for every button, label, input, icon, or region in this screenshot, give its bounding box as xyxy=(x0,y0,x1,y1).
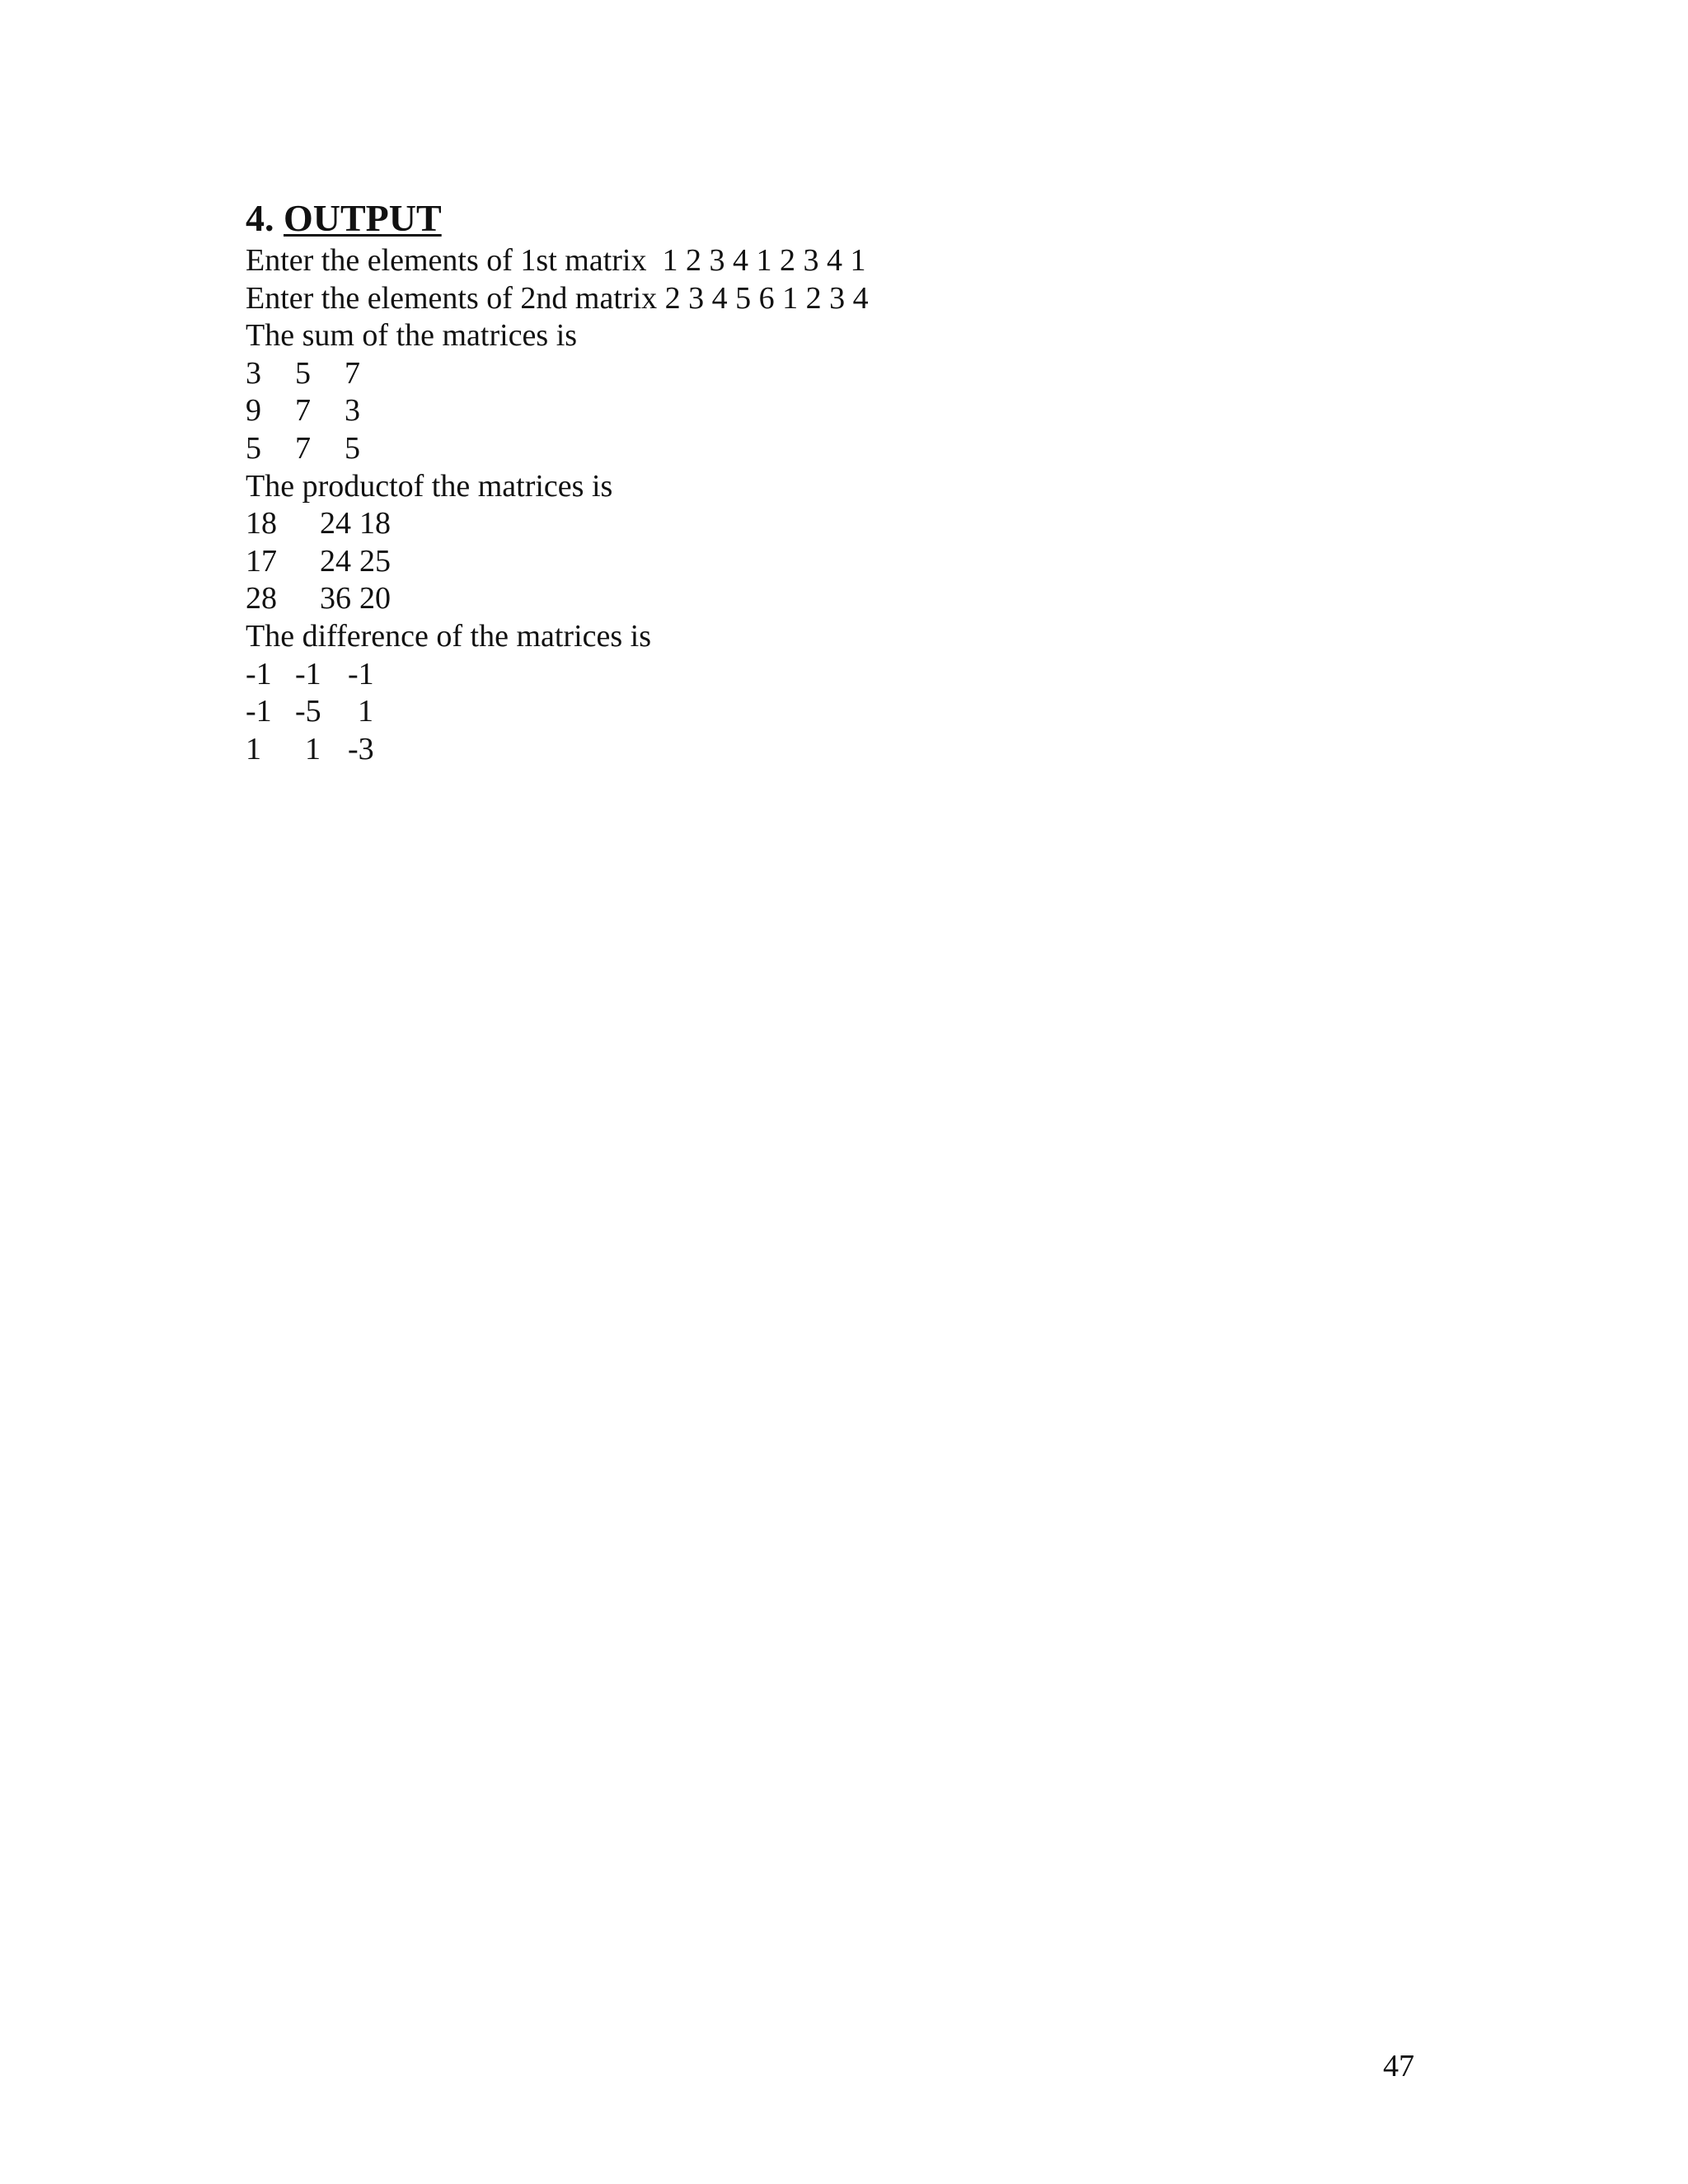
matrix-cell: 3 xyxy=(345,393,360,429)
sum-matrix xyxy=(246,355,1400,468)
product-row-3 xyxy=(246,580,1400,618)
matrix-cell: 5 xyxy=(246,430,261,466)
matrix-cell: 36 xyxy=(320,581,351,616)
product-row-2 xyxy=(246,543,1400,581)
matrix-cell: -1 xyxy=(246,656,272,691)
product-label: The productof the matrices is xyxy=(246,468,613,504)
matrix-cell: 20 xyxy=(359,581,391,616)
difference-matrix xyxy=(246,656,1400,769)
section-heading xyxy=(246,196,1400,241)
difference-row-3 xyxy=(246,731,1400,769)
matrix-cell: -3 xyxy=(348,731,374,766)
section-title: OUTPUT xyxy=(284,197,442,239)
output-section xyxy=(246,196,1400,768)
sum-row-2 xyxy=(246,392,1400,430)
product-matrix xyxy=(246,505,1400,618)
matrix-cell: 3 xyxy=(246,355,261,391)
input-line-matrix-2: Enter the elements of 2nd matrix 2 3 4 5 6 1 2 3 4 xyxy=(246,280,869,316)
matrix-cell: 7 xyxy=(345,355,360,391)
difference-label: The difference of the matrices is xyxy=(246,618,652,654)
matrix-cell: 24 xyxy=(320,543,351,579)
matrix-cell: 5 xyxy=(295,355,311,391)
matrix-cell: -1 xyxy=(295,656,321,691)
matrix-cell: -5 xyxy=(295,694,321,729)
sum-row-1 xyxy=(246,355,1400,393)
matrix-cell: 9 xyxy=(246,393,261,429)
matrix-cell: 1 xyxy=(305,731,321,766)
page-number: 47 xyxy=(1383,2049,1414,2083)
matrix-cell: 18 xyxy=(359,506,391,541)
matrix-cell: 1 xyxy=(246,731,261,766)
difference-row-1 xyxy=(246,656,1400,694)
matrix-cell: 24 xyxy=(320,506,351,541)
difference-row-2 xyxy=(246,693,1400,731)
matrix-cell: 5 xyxy=(345,430,360,466)
section-number: 4. xyxy=(246,197,274,239)
matrix-cell: 18 xyxy=(246,506,277,541)
matrix-cell: 28 xyxy=(246,581,277,616)
sum-row-3 xyxy=(246,430,1400,468)
matrix-cell: 17 xyxy=(246,543,277,579)
matrix-cell: -1 xyxy=(246,694,272,729)
matrix-cell: 1 xyxy=(358,694,373,729)
matrix-cell: 25 xyxy=(359,543,391,579)
matrix-cell: 7 xyxy=(295,430,311,466)
matrix-cell: -1 xyxy=(348,656,374,691)
input-line-matrix-1: Enter the elements of 1st matrix 1 2 3 4 1 2 3 4 1 xyxy=(246,243,866,278)
matrix-cell: 7 xyxy=(295,393,311,429)
sum-label: The sum of the matrices is xyxy=(246,318,578,354)
product-row-1 xyxy=(246,505,1400,543)
